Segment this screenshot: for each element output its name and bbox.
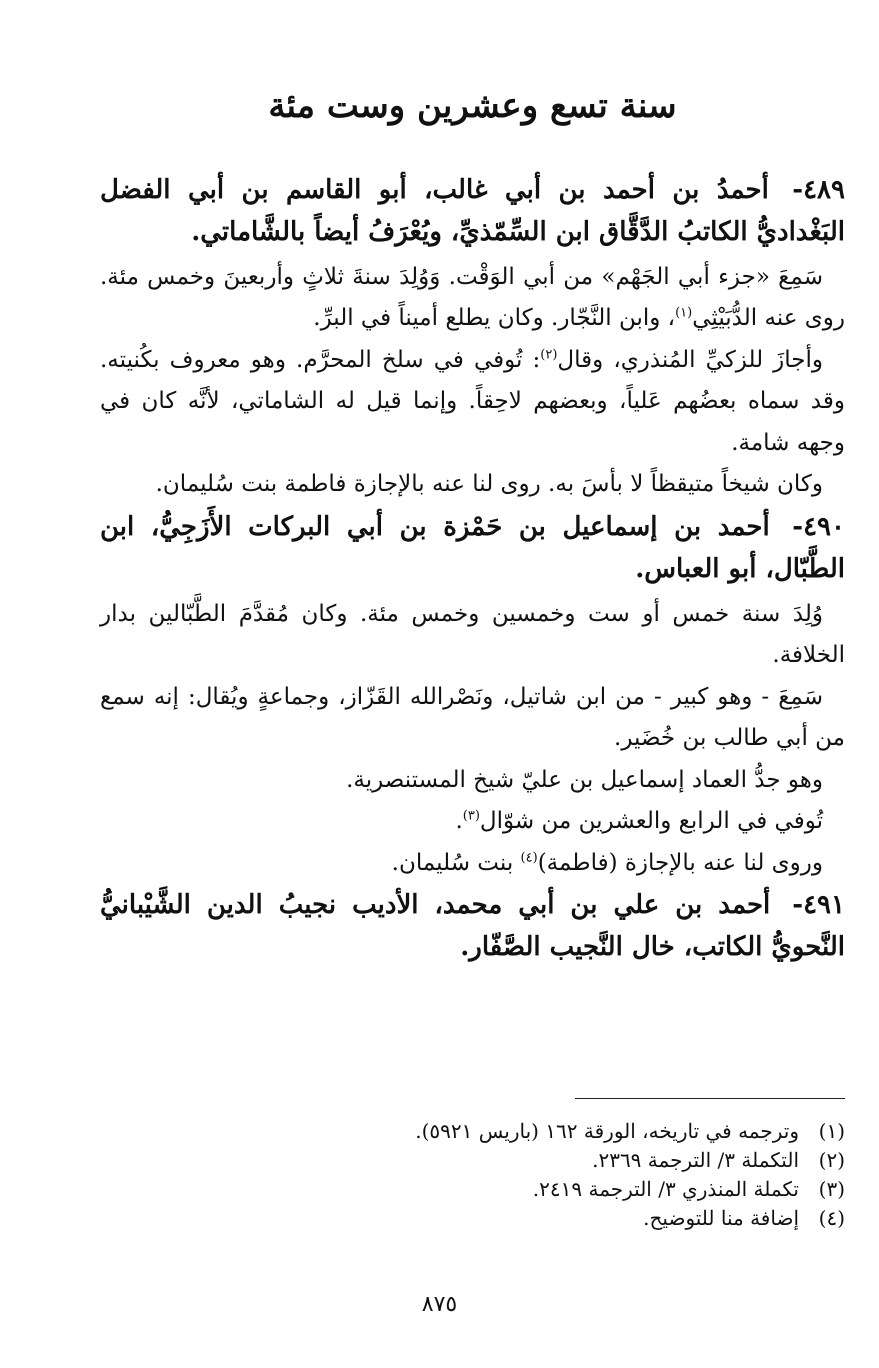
paragraph bbox=[100, 760, 845, 802]
paragraph-text: وأجازَ للزكيِّ المُنذري، وقال bbox=[557, 346, 824, 373]
footnote-text: إضافة منا للتوضيح. bbox=[643, 1206, 799, 1230]
footnotes bbox=[100, 1117, 845, 1233]
footnote-ref[interactable]: (٢) bbox=[540, 347, 558, 363]
entry-number: ٤٩١- bbox=[792, 890, 845, 921]
paragraph-text: سَمِعَ «جزء أبي الجَهْم» من أبي الوَقْت. وَوُلِدَ سنةَ ثلاثٍ وأربعينَ وخمس مئة. روى عنه الدُّبَيْثِي bbox=[100, 263, 845, 332]
page-title: سنة تسع وعشرين وست مئة bbox=[268, 86, 677, 126]
paragraph bbox=[100, 340, 845, 465]
paragraph-text: وكان شيخاً متيقظاً لا بأسَ به. روى لنا عنه بالإجازة فاطمة بنت سُليمان. bbox=[155, 471, 823, 498]
paragraph-text: وروى لنا عنه بالإجازة (فاطمة) bbox=[537, 849, 823, 876]
paragraph-text: ، وابن النَّجّار. وكان يطلع أميناً في البرِّ. bbox=[313, 305, 676, 332]
entry-heading bbox=[100, 506, 845, 590]
footnote-ref[interactable]: (٤) bbox=[520, 850, 538, 866]
paragraph-text: وهو جدُّ العماد إسماعيل بن عليّ شيخ المستنصرية. bbox=[346, 766, 823, 793]
entry-title: أحمد بن إسماعيل بن حَمْزة بن أبي البركات الأَزَجِيُّ، ابن الطَّبّال، أبو العباس. bbox=[100, 511, 845, 584]
paragraph bbox=[100, 801, 845, 843]
paragraph-text: . bbox=[455, 808, 463, 835]
paragraph bbox=[100, 843, 845, 885]
entry-heading bbox=[100, 884, 845, 968]
entry-title: أحمد بن علي بن أبي محمد، الأديب نجيبُ الدين الشَّيْبانيُّ النَّحويُّ الكاتب، خال النَّجيب الصَّفّار. bbox=[100, 890, 845, 963]
page-number: ٨٧٥ bbox=[421, 1292, 458, 1317]
paragraph-text: وُلِدَ سنة خمس أو ست وخمسين وخمس مئة. وكان مُقدَّمَ الطَّبّالين بدار الخلافة. bbox=[100, 600, 845, 669]
paragraph bbox=[100, 464, 845, 506]
footnote-number: (٢) bbox=[818, 1148, 845, 1172]
footnote-number: (١) bbox=[818, 1119, 845, 1143]
paragraph-text: سَمِعَ - وهو كبير - من ابن شاتيل، ونَصْرالله القَزّاز، وجماعةٍ ويُقال: إنه سمع من أبي طالب بن خُضَير. bbox=[100, 683, 845, 752]
footnote-ref[interactable]: (٣) bbox=[462, 808, 480, 824]
paragraph bbox=[100, 594, 845, 677]
footnote-item bbox=[100, 1204, 845, 1233]
footnote-number: (٤) bbox=[818, 1206, 845, 1230]
entry-title: أحمدُ بن أحمد بن أبي غالب، أبو القاسم بن أبي الفضل البَغْداديُّ الكاتبُ الدَّقَّاق ابن السِّمّذيِّ، ويُعْرَفُ أيضاً بالشَّاماتي. bbox=[100, 174, 845, 247]
footnote-item bbox=[100, 1146, 845, 1175]
paragraph-text: بنت سُليمان. bbox=[391, 849, 521, 876]
entry-number: ٤٨٩- bbox=[792, 174, 845, 205]
footnote-item bbox=[100, 1175, 845, 1204]
entry-heading bbox=[100, 169, 845, 253]
main-text bbox=[100, 169, 845, 969]
footnote-divider bbox=[575, 1098, 845, 1099]
footnote-item bbox=[100, 1117, 845, 1146]
paragraph bbox=[100, 677, 845, 760]
paragraph bbox=[100, 257, 845, 340]
entry-number: ٤٩٠- bbox=[792, 511, 845, 542]
paragraph-text: تُوفي في الرابع والعشرين من شوّال bbox=[479, 808, 823, 835]
paragraph-text: : تُوفي في سلخ المحرَّم. وهو معروف بكُنيته. وقد سماه بعضُهم عَلياً، وبعضهم لاحِقاً. وإنما قيل له الشاماتي، لأنَّه كان في وجهه شامة. bbox=[100, 346, 845, 456]
footnote-text: التكملة ٣/ الترجمة ٢٣٦٩. bbox=[592, 1148, 799, 1172]
footnote-number: (٣) bbox=[818, 1177, 845, 1201]
footnote-text: وترجمه في تاريخه، الورقة ١٦٢ (باريس ٥٩٢١). bbox=[415, 1119, 799, 1143]
footnote-text: تكملة المنذري ٣/ الترجمة ٢٤١٩. bbox=[532, 1177, 799, 1201]
footnote-ref[interactable]: (١) bbox=[675, 305, 693, 321]
